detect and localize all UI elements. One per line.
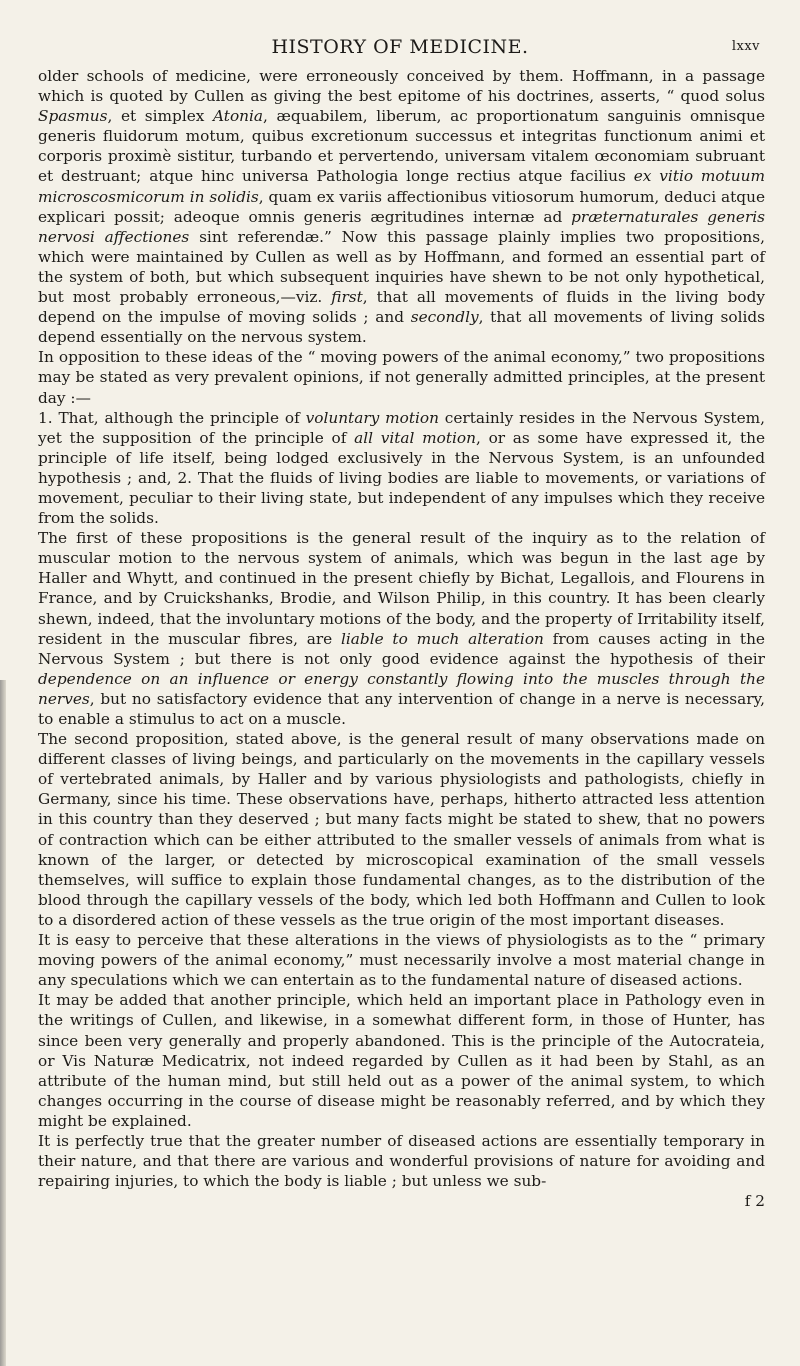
italic-run: voluntary motion [305,408,439,427]
italic-run: Spasmus [38,107,108,126]
signature-mark: f 2 [744,1192,765,1211]
italic-run: all vital motion [354,428,476,447]
paragraph [38,66,765,347]
running-title: HISTORY OF MEDICINE. [271,36,529,58]
text-run: 1. That, although the principle of [38,408,306,427]
text-run: , or as some have expressed it, the principle of life itself, being lodged exclusively in the Nervous System, is an unfounded hypothesis ; and, 2. That the fluids of living bodies are liable to movements, or variations of movement, peculiar to their living state, but independent of any impulses which they receive from the solids. [38,428,766,528]
text-run: It is easy to perceive that these alterations in the views of physiologists as to the “ primary moving powers of the animal economy,” must necessarily involve a most material change in any speculations which we can entertain as to the fundamental nature of diseased actions. [38,931,765,990]
italic-run: secondly [410,308,479,327]
text-run: , but no satisfactory evidence that any intervention of change in a nerve is necessary, to enable a stimulus to act on a muscle. [38,689,765,728]
text-run: older schools of medicine, were erroneously conceived by them. Hoffmann, in a passage which is quoted by Cullen as giving the best epitome of his doctrines, asserts, “ quod solus [38,67,765,106]
italic-run: dependence on an influence or energy constantly flowing into the muscles through the nerves [38,669,765,708]
page-number: lxxv [731,39,760,54]
text-run: The first of these propositions is the general result of the inquiry as to the relation of muscular motion to the nervous system of animals, which was begun in the last age by Haller and Whytt, and continued in the present chiefly by Bichat, Legallois, and Flourens in France, and by Cruickshanks, Brodie, and Wilson Philip, in this country. It has been clearly shewn, indeed, that the involuntary motions of the body, and the property of Irritability itself, resident in the muscular fibres, are [38,529,765,648]
italic-run: Atonia [213,107,264,126]
text-run: It is perfectly true that the greater number of diseased actions are essentially temporary in their nature, and that there are various and wonderful provisions of nature for avoiding and repairing injuries, to which the body is liable ; but unless we sub- [38,1131,765,1191]
italic-run: first [331,288,363,307]
text-run: , æquabilem, liberum, ac proportionatum sanguinis omnisque generis fluidorum motum, quibus excretionum successus et integritas functionum animi et corporis proximè sistitur, turbando et pervertendo, universam vitalem œconomiam subruant et destruant; atque hinc universa Pathologia longe rectius atque facilius [38,107,765,186]
paragraph [38,729,765,930]
text-run: , that all movements of fluids in the living body depend on the impulse of moving solids ; and [38,288,766,327]
italic-run: præternaturales generis nervosi affectiones [38,207,765,246]
page-edge-shadow [0,680,6,1366]
italic-run: ex vitio motuum microscosmicorum in solidis [38,167,765,206]
text-run: In opposition to these ideas of the “ moving powers of the animal economy,” two propositions may be stated as very prevalent opinions, if not generally admitted principles, at the present day :— [38,348,765,407]
text-run: from causes acting in the Nervous System ; but there is not only good evidence against the hypothesis of their [38,629,765,668]
text-run: , that all movements of living solids depend essentially on the nervous system. [38,308,765,347]
paragraph [38,1131,765,1191]
text-run: It may be added that another principle, which held an important place in Pathology even in the writings of Cullen, and likewise, in a somewhat different form, in those of Hunter, has since been very generally and properly abandoned. This is the principle of the Autocrateia, or Vis Naturæ Medicatrix, not indeed regarded by Cullen as it had been by Stahl, as an attribute of the human mind, but still held out as a power of the animal system, to which changes occurring in the course of disease might be reasonably referred, and by which they might be explained. [38,991,765,1130]
paragraph [38,930,765,990]
text-run: certainly resides in the Nervous System, yet the supposition of the principle of [38,408,766,447]
paragraph [38,408,765,529]
italic-run: liable to much alteration [341,629,544,648]
text-run: , quam ex variis affectionibus vitiosorum humorum, deduci atque explicari possit; adeoque omnis generis ægritudines internæ ad [38,187,766,226]
paragraph [38,528,765,729]
text-run: , et simplex [107,107,214,126]
paragraph [38,347,765,407]
running-header [40,36,760,64]
text-run: sint referendæ.” Now this passage plainly implies two propositions, which were maintained by Cullen as well as by Hoffmann, and formed an essential part of the system of both, but which subsequent inquiries have shewn to be not only hypothetical, but most probably erroneous,—viz. [38,227,765,307]
paragraph [38,990,765,1131]
text-run: The second proposition, stated above, is the general result of many observations made on different classes of living beings, and particularly on the movements in the capillary vessels of vertebrated animals, by Haller and by various physiologists and pathologists, chiefly in Germany, since his time. These observations have, perhaps, hitherto attracted less attention in this country than they deserved ; but many facts might be stated to shew, that no powers of contraction which can be either attributed to the smaller vessels of animals from what is known of the larger, or detected by microscopical examination of the small vessels themselves, will suffice to explain those fundamental changes, as to the distribution of the blood through the capillary vessels of the body, which led both Hoffmann and Cullen to look to a disordered action of these vessels as the true origin of the most important diseases. [38,730,765,929]
body-text [38,66,765,1211]
